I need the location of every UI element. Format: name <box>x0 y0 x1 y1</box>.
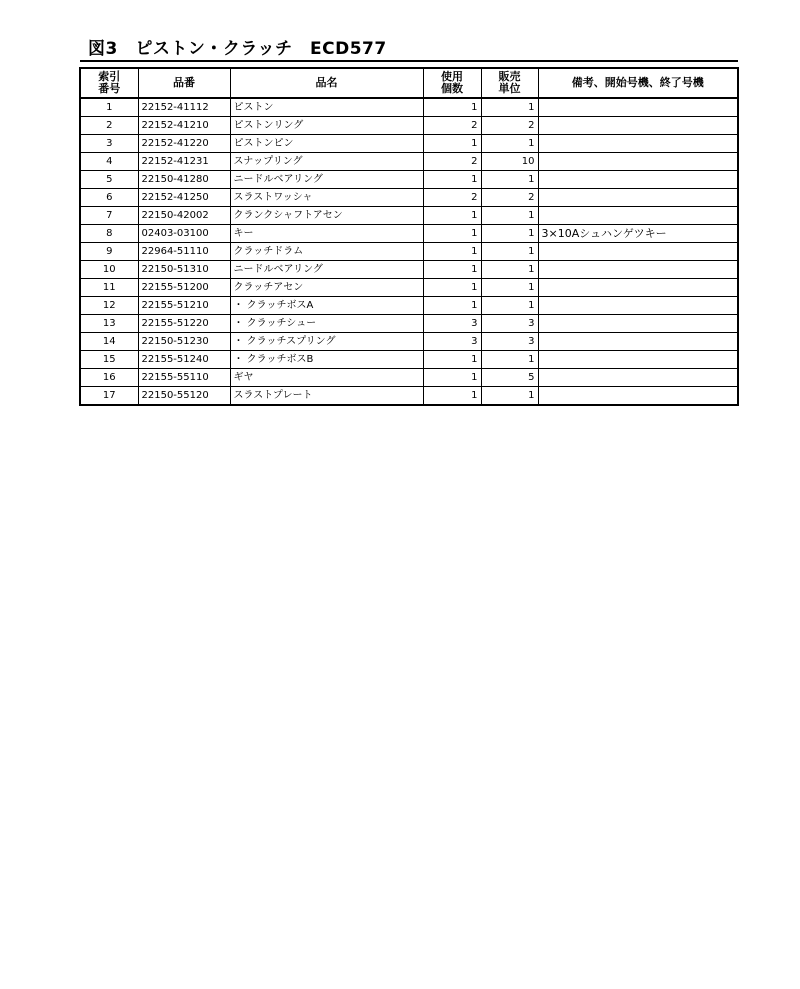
cell-quantity: 1 <box>423 98 481 117</box>
table-row <box>80 333 738 351</box>
cell-quantity: 3 <box>423 333 481 351</box>
column-header-sales-unit-line2: 単位 <box>498 82 521 95</box>
cell-part-number: 22155-51240 <box>138 351 230 369</box>
cell-index-number: 5 <box>80 171 138 189</box>
cell-quantity: 1 <box>423 387 481 406</box>
cell-sales-unit: 1 <box>481 243 538 261</box>
cell-sales-unit: 1 <box>481 225 538 243</box>
cell-sales-unit: 2 <box>481 117 538 135</box>
cell-remarks <box>538 171 738 189</box>
cell-part-number: 22155-55110 <box>138 369 230 387</box>
cell-part-number: 22152-41250 <box>138 189 230 207</box>
cell-index-number: 9 <box>80 243 138 261</box>
cell-part-number: 22155-51210 <box>138 297 230 315</box>
cell-part-name: ニードルベアリング <box>230 171 423 189</box>
table-row <box>80 261 738 279</box>
column-header-sales-unit-line1: 販売 <box>498 70 521 83</box>
cell-part-number: 22152-41112 <box>138 98 230 117</box>
cell-quantity: 1 <box>423 279 481 297</box>
cell-part-name: キー <box>230 225 423 243</box>
cell-part-number: 02403-03100 <box>138 225 230 243</box>
cell-part-number: 22155-51200 <box>138 279 230 297</box>
column-header-sales-unit <box>481 68 538 98</box>
cell-remarks <box>538 189 738 207</box>
table-row <box>80 189 738 207</box>
column-header-index-line1: 索引 <box>98 70 121 83</box>
cell-part-name: ・ クラッチシュー <box>230 315 423 333</box>
cell-quantity: 1 <box>423 225 481 243</box>
cell-index-number: 15 <box>80 351 138 369</box>
cell-quantity: 1 <box>423 243 481 261</box>
cell-index-number: 7 <box>80 207 138 225</box>
cell-part-number: 22152-41210 <box>138 117 230 135</box>
cell-remarks <box>538 315 738 333</box>
cell-sales-unit: 10 <box>481 153 538 171</box>
cell-part-name: クランクシャフトアセン <box>230 207 423 225</box>
column-header-index-number <box>80 68 138 98</box>
cell-remarks <box>538 333 738 351</box>
cell-remarks <box>538 243 738 261</box>
column-header-part-number: 品番 <box>138 68 230 98</box>
cell-index-number: 14 <box>80 333 138 351</box>
cell-part-number: 22150-51310 <box>138 261 230 279</box>
cell-index-number: 2 <box>80 117 138 135</box>
cell-part-name: クラッチドラム <box>230 243 423 261</box>
column-header-quantity <box>423 68 481 98</box>
cell-sales-unit: 1 <box>481 171 538 189</box>
cell-quantity: 3 <box>423 315 481 333</box>
table-row <box>80 98 738 117</box>
table-header-row <box>80 68 738 98</box>
cell-part-number: 22150-51230 <box>138 333 230 351</box>
cell-part-name: ギヤ <box>230 369 423 387</box>
cell-index-number: 16 <box>80 369 138 387</box>
cell-sales-unit: 1 <box>481 297 538 315</box>
table-row <box>80 153 738 171</box>
cell-quantity: 1 <box>423 171 481 189</box>
cell-part-number: 22150-55120 <box>138 387 230 406</box>
cell-sales-unit: 1 <box>481 351 538 369</box>
cell-index-number: 11 <box>80 279 138 297</box>
cell-part-number: 22964-51110 <box>138 243 230 261</box>
cell-part-number: 22152-41220 <box>138 135 230 153</box>
cell-part-number: 22150-42002 <box>138 207 230 225</box>
cell-remarks <box>538 153 738 171</box>
cell-part-name: スナップリング <box>230 153 423 171</box>
cell-quantity: 1 <box>423 297 481 315</box>
cell-quantity: 1 <box>423 261 481 279</box>
column-header-quantity-line2: 個数 <box>441 82 463 95</box>
column-header-index-line2: 番号 <box>98 82 121 95</box>
cell-remarks <box>538 135 738 153</box>
table-row <box>80 135 738 153</box>
table-row <box>80 315 738 333</box>
cell-quantity: 2 <box>423 153 481 171</box>
cell-part-name: クラッチアセン <box>230 279 423 297</box>
cell-sales-unit: 3 <box>481 315 538 333</box>
cell-remarks <box>538 279 738 297</box>
table-row <box>80 351 738 369</box>
parts-table <box>79 67 739 406</box>
cell-part-name: ピストンリング <box>230 117 423 135</box>
cell-remarks: 3×10Aシュハンゲツキー <box>538 225 738 243</box>
cell-index-number: 13 <box>80 315 138 333</box>
cell-index-number: 1 <box>80 98 138 117</box>
cell-part-number: 22150-41280 <box>138 171 230 189</box>
table-row <box>80 297 738 315</box>
cell-remarks <box>538 261 738 279</box>
cell-part-name: ニードルベアリング <box>230 261 423 279</box>
cell-index-number: 3 <box>80 135 138 153</box>
table-row <box>80 117 738 135</box>
cell-sales-unit: 1 <box>481 261 538 279</box>
cell-quantity: 1 <box>423 369 481 387</box>
table-row <box>80 207 738 225</box>
cell-part-name: ・ クラッチスプリング <box>230 333 423 351</box>
cell-index-number: 8 <box>80 225 138 243</box>
cell-index-number: 10 <box>80 261 138 279</box>
cell-part-name: ピストンピン <box>230 135 423 153</box>
cell-sales-unit: 3 <box>481 333 538 351</box>
cell-remarks <box>538 369 738 387</box>
cell-quantity: 2 <box>423 189 481 207</box>
cell-index-number: 17 <box>80 387 138 406</box>
cell-part-name: ピストン <box>230 98 423 117</box>
cell-part-number: 22155-51220 <box>138 315 230 333</box>
title-underline <box>80 60 738 62</box>
cell-index-number: 6 <box>80 189 138 207</box>
table-row <box>80 171 738 189</box>
cell-part-name: ・ クラッチボスA <box>230 297 423 315</box>
column-header-part-name: 品名 <box>230 68 423 98</box>
cell-quantity: 1 <box>423 135 481 153</box>
cell-sales-unit: 1 <box>481 279 538 297</box>
cell-sales-unit: 1 <box>481 387 538 406</box>
cell-sales-unit: 1 <box>481 207 538 225</box>
cell-sales-unit: 5 <box>481 369 538 387</box>
table-row <box>80 387 738 406</box>
cell-part-name: ・ クラッチボスB <box>230 351 423 369</box>
cell-part-name: スラストワッシャ <box>230 189 423 207</box>
table-row <box>80 369 738 387</box>
cell-remarks <box>538 387 738 406</box>
cell-sales-unit: 1 <box>481 98 538 117</box>
cell-remarks <box>538 207 738 225</box>
parts-table-body <box>80 98 738 405</box>
cell-remarks <box>538 117 738 135</box>
cell-index-number: 4 <box>80 153 138 171</box>
cell-part-number: 22152-41231 <box>138 153 230 171</box>
cell-remarks <box>538 351 738 369</box>
page-title: 図3 ピストン・クラッチ ECD577 <box>88 39 387 59</box>
table-row <box>80 225 738 243</box>
column-header-remarks: 備考、開始号機、終了号機 <box>538 68 738 98</box>
cell-remarks <box>538 297 738 315</box>
column-header-quantity-line1: 使用 <box>441 70 463 83</box>
cell-index-number: 12 <box>80 297 138 315</box>
table-row <box>80 279 738 297</box>
cell-quantity: 1 <box>423 207 481 225</box>
cell-part-name: スラストプレート <box>230 387 423 406</box>
cell-sales-unit: 2 <box>481 189 538 207</box>
cell-quantity: 1 <box>423 351 481 369</box>
cell-remarks <box>538 98 738 117</box>
cell-quantity: 2 <box>423 117 481 135</box>
table-row <box>80 243 738 261</box>
cell-sales-unit: 1 <box>481 135 538 153</box>
